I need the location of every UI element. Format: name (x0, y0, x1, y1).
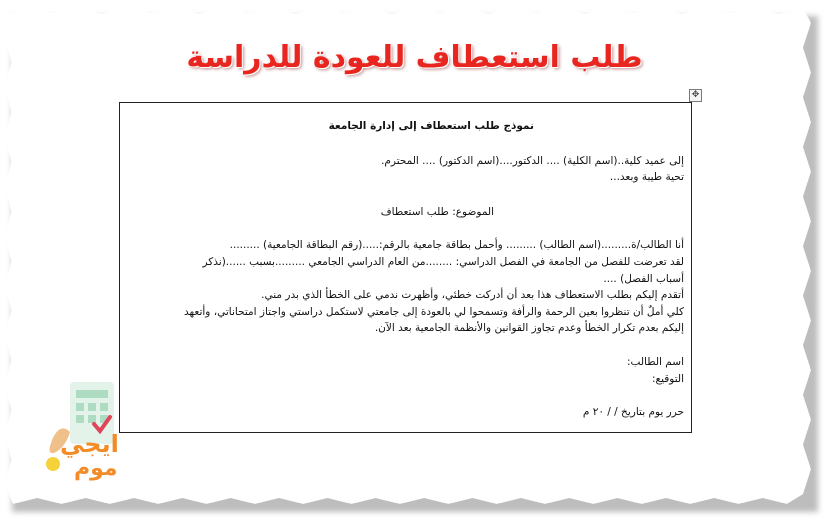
hope-line-2: إليكم بعدم تكرار الخطأ وعدم تجاوز القوانين والأنظمة الجامعية بعد الآن. (374, 322, 684, 334)
signature-label: التوقيع: (651, 373, 684, 385)
logo-text-line1: ايجي (60, 430, 119, 458)
document-title: نموذج طلب استعطاف إلى إدارة الجامعة (328, 120, 534, 132)
dismissal-line-2: أسباب الفصل) .... (603, 273, 684, 285)
student-line: أنا الطالب/ة.........(اسم الطالب) ......... وأحمل بطاقة جامعية بالرقم:.....(رقم البطاقة الجامعية) ......... (229, 239, 684, 251)
dismissal-line-1: لقد تعرضت للفصل من الجامعة في الفصل الدراسي: ........من العام الدراسي الجامعي .........بسبب ......(نذكر (202, 256, 684, 268)
hope-line-1: كلي أملٌ أن تنظروا بعين الرحمة والرأفة وتسمحوا لي بالعودة إلى جامعتي لاستكمل دراستي واجتاز امتحاناتي، وأتعهد (184, 306, 684, 318)
site-logo (44, 378, 132, 490)
page-heading: طلب استعطاف للعودة للدراسة (186, 40, 643, 75)
subject-line: الموضوع: طلب استعطاف (380, 206, 494, 218)
greeting-line: تحية طيبة وبعد... (609, 171, 684, 183)
logo-text-line2: موم (74, 456, 118, 481)
move-arrows-icon[interactable]: ✥ (689, 89, 702, 102)
student-name-label: اسم الطالب: (626, 356, 684, 368)
request-line: أتقدم إليكم بطلب الاستعطاف هذا بعد أن أدركت خطئي، وأظهرت ندمي على الخطأ الذي بدر مني. (261, 289, 684, 301)
date-line: حرر يوم بتاريخ / / ٢٠ م (582, 406, 684, 418)
recipient-line: إلى عميد كلية..(اسم الكلية) .... الدكتور....(اسم الدكتور) .... المحترم. (381, 155, 684, 167)
